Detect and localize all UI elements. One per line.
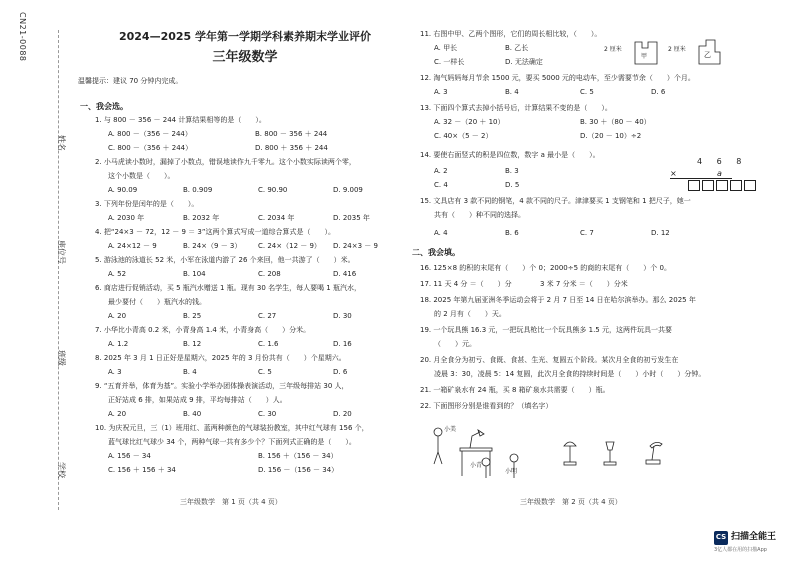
q8-option-c: C. 5: [258, 368, 272, 376]
school-field-label: 学校: [57, 462, 66, 478]
q4-option-b: B. 24×（9 － 3）: [183, 242, 242, 250]
q14-option-b: B. 3: [505, 167, 519, 175]
q12-option-b: B. 4: [505, 88, 519, 96]
q18-stem: 18. 2025 年第九届亚洲冬季运动会将于 2 月 7 日至 14 日在哈尔滨举办。那么 2025 年: [420, 296, 696, 304]
q4-option-d: D. 24×3 － 9: [333, 242, 378, 250]
q11-option-d: D. 无法确定: [505, 58, 543, 66]
q14-box: [744, 180, 756, 191]
q6-option-b: B. 25: [183, 312, 202, 320]
scanner-name: 扫描全能王: [731, 532, 777, 543]
q15-stem-cont: 共有（ ）种不同的选择。: [434, 211, 525, 219]
q10-option-a: A. 156 － 34: [108, 452, 151, 460]
q10-option-d: D. 156 －（156 － 34）: [258, 466, 339, 474]
q15-option-b: B. 6: [505, 229, 519, 237]
q19-stem-cont: （ ）元。: [434, 340, 476, 348]
q5-option-a: A. 52: [108, 270, 127, 278]
q17-part1: 17. 11 天 4 分 ＝（ ）分: [420, 280, 512, 288]
q2-option-b: B. 0.909: [183, 186, 213, 194]
q1-option-a: A. 800 －（356 － 244）: [108, 130, 192, 138]
q15-option-d: D. 12: [651, 229, 670, 237]
q9-option-d: D. 20: [333, 410, 352, 418]
q8-stem: 8. 2025 年 3 月 1 日正好是星期六，2025 年的 3 月份共有（ ）个星期六。: [95, 354, 346, 362]
q11-option-a: A. 甲长: [434, 44, 458, 52]
q10-stem: 10. 为庆祝元旦，三（1）班用红、蓝两种颜色的气球装扮教室，其中红气球有 156 个，: [95, 424, 369, 432]
q6-stem-cont: 最少要付（ ）瓶汽水的钱。: [108, 298, 206, 306]
q7-option-a: A. 1.2: [108, 340, 129, 348]
tip-text: 温馨提示：建议 70 分钟内完成。: [78, 77, 183, 85]
q2-stem: 2. 小马虎读小数时，漏掉了小数点，错误地读作九千零九。这个小数实际读两个零，: [95, 158, 356, 166]
q14-multiplier-a: a: [717, 169, 722, 178]
q9-option-c: C. 30: [258, 410, 277, 418]
q1-stem: 1. 与 800 － 356 － 244 计算结果相等的是（ ）。: [95, 116, 266, 124]
name-field-label: 姓名: [57, 135, 66, 151]
q4-option-a: A. 24×12 － 9: [108, 242, 157, 250]
q12-option-c: C. 5: [580, 88, 594, 96]
exam-title: 2024—2025 学年第一学期学科素养期末学业评价: [118, 30, 372, 43]
q5-option-b: B. 104: [183, 270, 206, 278]
q14-box: [702, 180, 714, 191]
q15-stem: 15. 文具店有 3 款不同的钢笔，4 款不同的尺子。津津要买 1 支钢笔和 1 把尺子，她一: [420, 197, 691, 205]
q7-option-d: D. 16: [333, 340, 352, 348]
binding-line: [58, 30, 59, 510]
q10-option-c: C. 156 ＋ 156 ＋ 34: [108, 466, 176, 474]
q22-scene-graphic: [426, 418, 526, 490]
q3-option-d: D. 2035 年: [333, 214, 370, 222]
q14-answer-boxes: [688, 180, 756, 191]
q12-stem: 12. 淘气妈妈每月节余 1500 元，要买 5000 元的电动车，至少需要节余（ ）个月。: [420, 74, 695, 82]
q2-stem-cont: 这个小数是（ ）。: [108, 172, 175, 180]
q9-option-b: B. 40: [183, 410, 202, 418]
q2-option-d: D. 9.009: [333, 186, 363, 194]
q5-option-d: D. 416: [333, 270, 357, 278]
q11-label-yi: 乙: [704, 51, 711, 59]
q22-person-2: 小青: [470, 462, 483, 469]
q13-option-d: D.（20 － 10）÷2: [580, 132, 642, 140]
q14-multiplicand: 4 6 8: [697, 157, 748, 166]
q11-option-b: B. 乙长: [505, 44, 529, 52]
q14-box: [730, 180, 742, 191]
q10-stem-cont: 蓝气球比红气球少 34 个，两种气球一共有多少个？下面列式正确的是（ ）。: [108, 438, 356, 446]
q14-box: [688, 180, 700, 191]
left-page-footer: 三年级数学 第 1 页（共 4 页）: [180, 498, 282, 506]
q4-stem: 4. 把“24×3 － 72，12 － 9 ＝ 3”这两个算式写成一道综合算式是（ ）。: [95, 228, 335, 236]
q8-option-d: D. 6: [333, 368, 348, 376]
q8-option-a: A. 3: [108, 368, 122, 376]
right-page-footer: 三年级数学 第 2 页（共 4 页）: [520, 498, 622, 506]
exam-subtitle: 三年级数学: [212, 50, 278, 65]
q1-option-b: B. 800 － 356 ＋ 244: [255, 130, 328, 138]
scanner-logo-icon: CS: [714, 531, 728, 545]
q7-option-b: B. 12: [183, 340, 202, 348]
q11-dim-yi: 2 厘米: [668, 46, 686, 53]
q3-option-b: B. 2032 年: [183, 214, 220, 222]
q2-option-c: C. 90.90: [258, 186, 288, 194]
q3-option-c: C. 2034 年: [258, 214, 295, 222]
q1-option-d: D. 800 ＋ 356 ＋ 244: [255, 144, 328, 152]
q10-option-b: B. 156 ＋（156 － 34）: [258, 452, 338, 460]
q5-option-c: C. 208: [258, 270, 281, 278]
q12-option-d: D. 6: [651, 88, 666, 96]
q22-stem: 22. 下面图形分别是谁看到的？（填名字）: [420, 402, 553, 410]
section-1-heading: 一、我会选。: [80, 102, 128, 111]
q6-option-a: A. 20: [108, 312, 127, 320]
seat-field-label: 座位号: [57, 240, 66, 264]
q7-stem: 7. 小华比小青高 0.2 米，小青身高 1.4 米，小青身高（ ）分米。: [95, 326, 311, 334]
q13-option-c: C. 40×（5 － 2）: [434, 132, 493, 140]
q20-stem: 20. 月全食分为初亏、食既、食甚、生光、复圆五个阶段。某次月全食的初亏发生在: [420, 356, 679, 364]
q5-stem: 5. 游泳池的泳道长 52 米，小军在泳道内游了 26 个来回，他一共游了（ ）米。: [95, 256, 355, 264]
q3-stem: 3. 下列年份是闰年的是（ ）。: [95, 200, 199, 208]
q11-label-jia: 甲: [641, 53, 648, 60]
q11-dim-jia: 2 厘米: [604, 46, 622, 53]
q22-person-1: 小美: [444, 426, 457, 433]
q13-stem: 13. 下面四个算式去掉小括号后，计算结果不变的是（ ）。: [420, 104, 612, 112]
q13-option-a: A. 32 －（20 ＋ 10）: [434, 118, 505, 126]
scanner-tagline: 3亿人都在用的扫描App: [714, 547, 767, 553]
q21-stem: 21. 一箱矿泉水有 24 瓶，买 8 箱矿泉水共需要（ ）瓶。: [420, 386, 610, 394]
class-field-label: 班级: [57, 350, 66, 366]
q2-option-a: A. 90.09: [108, 186, 138, 194]
q11-stem: 11. 右图中甲、乙两个图形，它们的周长相比较，（ ）。: [420, 30, 602, 38]
q12-option-a: A. 3: [434, 88, 448, 96]
q17-part2: 3 米 7 分米 ＝（ ）分米: [540, 280, 628, 288]
q14-option-c: C. 4: [434, 181, 448, 189]
q22-person-3: 小明: [505, 468, 518, 475]
q6-option-d: D. 30: [333, 312, 352, 320]
q14-box: [716, 180, 728, 191]
q18-stem-cont: 的 2 月有（ ）天。: [434, 310, 506, 318]
q9-stem: 9. “五育并举，体育为基”。实验小学举办团体操表演活动，三年级每排站 30 人，: [95, 382, 349, 390]
q14-option-d: D. 5: [505, 181, 520, 189]
q6-option-c: C. 27: [258, 312, 277, 320]
q13-option-b: B. 30 ＋（80 － 40）: [580, 118, 651, 126]
q14-rule: [670, 178, 732, 179]
q9-option-a: A. 20: [108, 410, 127, 418]
q19-stem: 19. 一个玩具熊 16.3 元，一把玩具枪比一个玩具熊多 1.5 元，这两件玩具一共要: [420, 326, 672, 334]
q1-option-c: C. 800 －（356 ＋ 244）: [108, 144, 193, 152]
scanner-watermark: [714, 531, 776, 545]
serial-code: CN21-0088: [18, 12, 27, 62]
q4-option-c: C. 24×（12 － 9）: [258, 242, 321, 250]
q16-stem: 16. 125×8 的积的末尾有（ ）个 0；2000÷5 的商的末尾有（ ）个 0。: [420, 264, 671, 272]
q20-stem-cont: 凌晨 3：30，凌晨 5：14 复圆，此次月全食的持续时间是（ ）小时（ ）分钟。: [434, 370, 706, 378]
q15-option-c: C. 7: [580, 229, 594, 237]
q8-option-b: B. 4: [183, 368, 197, 376]
q9-stem-cont: 正好站成 6 排，如果站成 9 排，平均每排站（ ）人。: [108, 396, 287, 404]
q7-option-c: C. 1.6: [258, 340, 279, 348]
q11-option-c: C. 一样长: [434, 58, 465, 66]
section-2-heading: 二、我会填。: [412, 248, 460, 257]
q6-stem: 6. 商店进行促销活动，买 5 瓶汽水赠送 1 瓶。现有 30 名学生，每人要喝 1 瓶汽水，: [95, 284, 361, 292]
q14-option-a: A. 2: [434, 167, 448, 175]
q22-lamp-views: [560, 436, 690, 472]
q15-option-a: A. 4: [434, 229, 448, 237]
q14-times-sign: ×: [670, 169, 677, 178]
q14-stem: 14. 要使右面竖式的积是四位数，数字 a 最小是（ ）。: [420, 151, 600, 159]
q3-option-a: A. 2030 年: [108, 214, 145, 222]
